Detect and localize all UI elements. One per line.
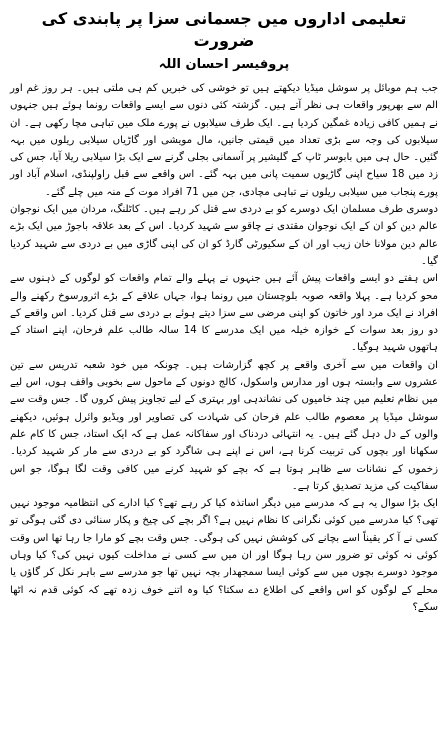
article-paragraph: ایک بڑا سوال یہ ہے کہ مدرسے میں دیگر اساتذہ کیا کر رہے تھے؟ کیا ادارے کی انتظامیہ موجود نہیں تھی؟ کیا مدرسے میں کوئی نگرانی کا نظام نہیں ہے؟ اگر بچے کی چیخ و پکار سنائی دی گئی ہوگی تو کسی نے آ کر یقیناً اسے بچانے کی کوشش نہیں کی ہوگی۔ جس وقت بچے کو مارا جا رہا تھا اس وقت کوئی نہ کوئی تو ضرور سن رہا ہوگا اور ان میں سے کسی نے مداخلت کیوں نہیں کی؟ کیا وہاں موجود دوسرے بچوں میں سے کوئی ایسا سمجھدار بچہ نہیں تھا جو مدرسے سے باہر نکل کر گاؤں یا محلے کے لوگوں کو اس واقعے کی اطلاع دے سکتا؟ کیا وہ اتنے خوف زدہ تھے کہ کوئی قدم نہ اٹھا سکے؟ xyxy=(10,498,438,613)
article-paragraph: جب ہم موبائل پر سوشل میڈیا دیکھتے ہیں تو خوشی کی خبریں کم ہی ملتی ہیں۔ ہر روز غم اور الم سے بھرپور واقعات ہی نظر آتے ہیں۔ گزشتہ کئی دنوں سے ایسے واقعات رونما ہوئے ہیں جنہوں نے ہمیں کافی زیادہ غمگین کردیا ہے۔ ایک طرف سیلابوں نے پورے ملک میں تباہی مچا رکھی ہے۔ ان سیلابوں کی وجہ سے بڑی تعداد میں قیمتی جانیں، مال مویشی اور گاڑیاں سیلابی ریلوں میں بہہ گئیں۔ حال ہی میں بابوسر ٹاپ کے گلیشیر پر آسمانی بجلی گرنے سے ایک بڑا سیلابی ریلا آیا، جس کی زد میں 18 سیاح اپنی گاڑیوں سمیت پانی میں بہہ گئے۔ اس واقعے سے قبل راولپنڈی، اسلام آباد اور پورے پنجاب میں سیلابی ریلوں نے تباہی مچادی، جن میں 71 افراد موت کے منہ میں چلے گئے۔ xyxy=(10,83,438,198)
article-body xyxy=(10,80,438,616)
article-paragraph: ان واقعات میں سے آخری واقعے پر کچھ گزارشات ہیں۔ چونکہ میں خود شعبہ تدریس سے تین عشروں سے وابستہ ہوں اور مدارس واسکول، کالج دونوں کے ماحول سے بخوبی واقف ہوں، اس لیے میں نظام تعلیم میں چند خامیوں کی نشاندہی اور بہتری کے لیے تجاویز پیش کروں گا۔ جس وقت سے سوشل میڈیا پر معصوم طالب علم فرحان کی شہادت کی تصاویر اور ویڈیو وائرل ہوئیں، دیکھنے والوں کے دل دہل گئے ہیں۔ یہ انتہائی دردناک اور سفاکانہ عمل ہے کہ ایک استاد، جس کا کام علم سکھانا اور بچوں کی تربیت کرنا ہے، اس نے اپنے ہی شاگرد کو بے دردی سے مار کر شہید کردیا۔ زخموں کے نشانات سے ظاہر ہوتا ہے کہ بچے کو شہید کرنے میں کافی وقت لگا ہوگا، جو اس سفاکیت کی مزید تصدیق کرتا ہے۔ xyxy=(10,359,438,492)
article-paragraph: اس ہفتے دو ایسے واقعات پیش آئے ہیں جنہوں نے پہلے والے تمام واقعات کو لوگوں کے ذہنوں سے محو کردیا ہے۔ پہلا واقعہ صوبہ بلوچستان میں رونما ہوا، جہاں علاقے کے بڑے اثرورسوخ رکھنے والے افراد نے ایک مرد اور خاتون کو اپنی مرضی سے سزا دیتے ہوئے بے دردی سے قتل کردیا۔ اس واقعے کے دو روز بعد سوات کے خوازہ خیلہ میں ایک مدرسے کا 14 سالہ طالب علم فرحان، اپنے استاد کے ہاتھوں شہید ہوگیا۔ xyxy=(10,273,438,354)
article-author: پروفیسر احسان اللہ xyxy=(158,57,290,72)
article-title: تعلیمی اداروں میں جسمانی سزا پر پابندی کی ضرورت xyxy=(41,9,407,50)
article-paragraph: دوسری طرف مسلمان ایک دوسرے کو بے دردی سے قتل کر رہے ہیں۔ کاٹلنگ، مردان میں ایک نوجوان عالم دین کو ان کے ایک نوجوان مقتدی نے چاقو سے شہید کردیا۔ اس کے بعد علاقہ باجوڑ میں ایک بڑے عالم دین مولانا خان زیب اور ان کے سکیورٹی گارڈ کو ان کی اپنی گاڑی میں بے دردی سے شہید کردیا گیا۔ xyxy=(10,204,438,267)
